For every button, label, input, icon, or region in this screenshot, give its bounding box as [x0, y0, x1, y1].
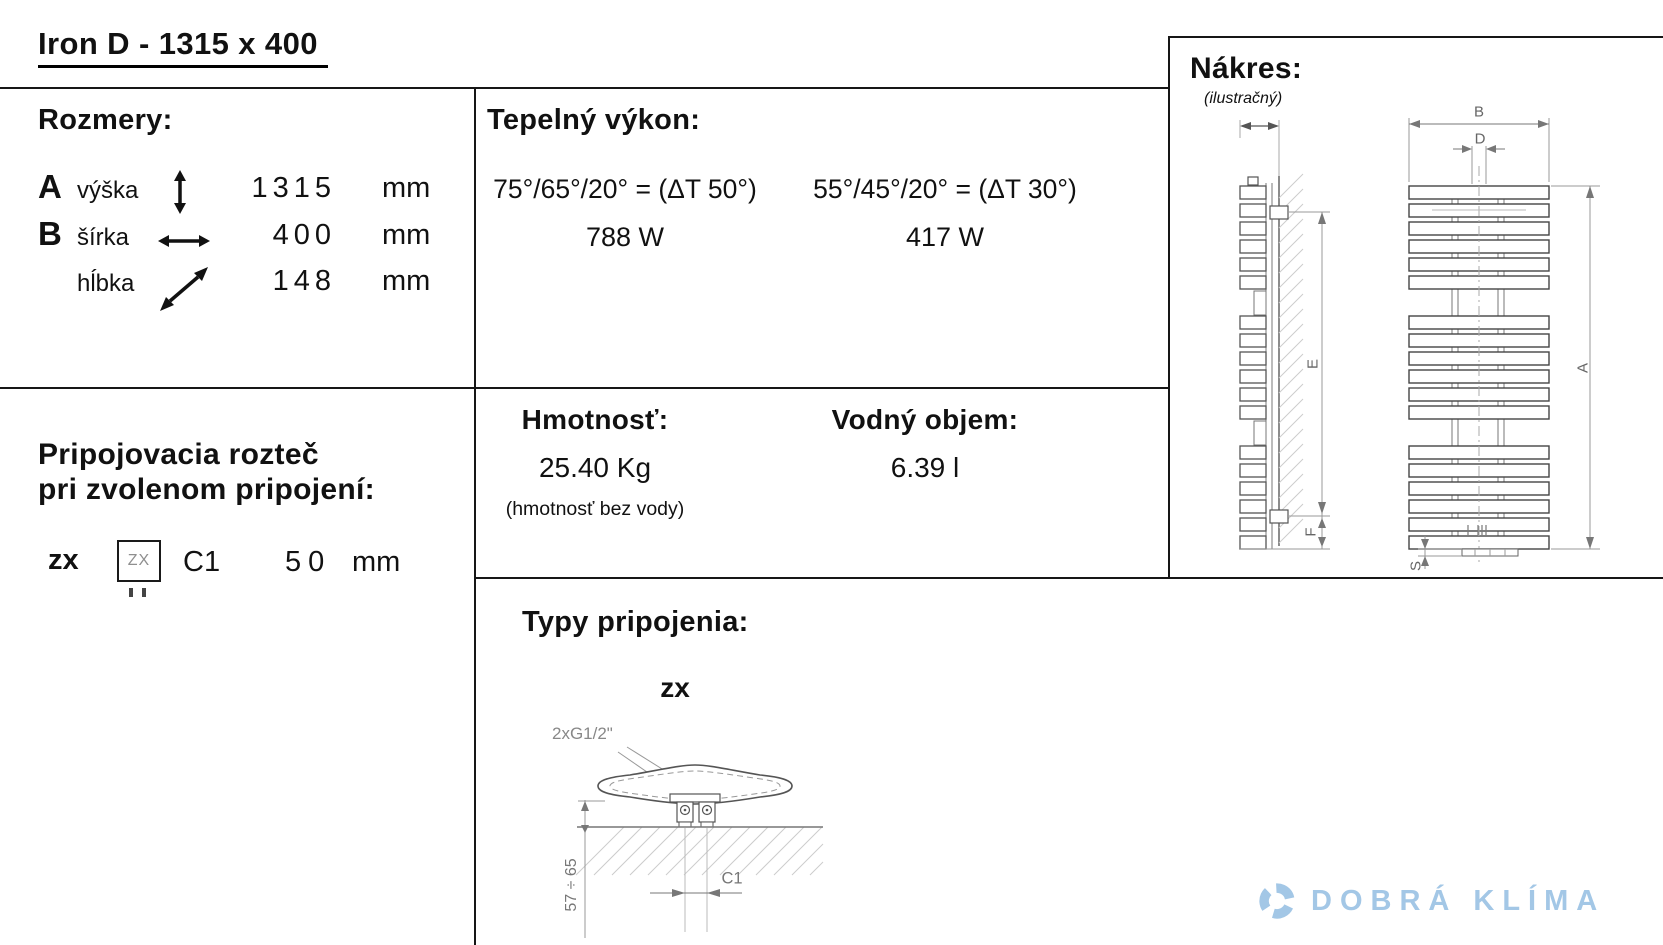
volume-heading: Vodný objem: — [831, 404, 1019, 435]
weight-value: 25.40 Kg — [538, 452, 652, 483]
volume-value: 6.39 l — [890, 452, 960, 483]
dimension-unit: mm — [382, 172, 431, 204]
dimension-row-b — [38, 215, 458, 265]
dim-label-b: B — [1473, 103, 1485, 121]
power-value-dt30: 417 W — [905, 222, 985, 252]
dimension-letter: A — [38, 168, 62, 205]
pipe-tick-icon — [129, 588, 133, 597]
nakres-heading: Nákres: — [1190, 52, 1303, 85]
connection-type-label: zx — [660, 672, 690, 703]
connection-diagram-drawing — [480, 670, 880, 945]
dimension-label: hĺbka — [77, 270, 135, 297]
zx-connection-icon — [117, 540, 161, 582]
power-value-dt50: 788 W — [585, 222, 665, 252]
brand-logo-text: DOBRÁ KLÍMA — [1311, 884, 1606, 917]
swirl-logo-icon — [1256, 880, 1298, 922]
dimension-label: výška — [77, 177, 139, 204]
dim-label-s: S — [1407, 560, 1425, 572]
wall-distance-label: 57 ÷ 65 — [563, 858, 580, 912]
dimension-unit: mm — [382, 219, 431, 251]
connection-name: C1 — [183, 546, 221, 578]
dim-label-e: E — [1304, 358, 1322, 370]
brand-logo — [1256, 880, 1605, 922]
nakres-note: (ilustračný) — [1204, 90, 1283, 107]
dimension-value: 400 — [272, 219, 336, 251]
tepelny-heading: Tepelný výkon: — [487, 104, 701, 136]
weight-heading: Hmotnosť: — [521, 404, 669, 435]
divider-h-mid — [0, 387, 1168, 389]
pripoj-heading-line2: pri zvolenom pripojení: — [38, 473, 375, 506]
connection-diagram — [480, 670, 880, 945]
pipe-tick-icon — [142, 588, 146, 597]
dimension-value: 148 — [272, 265, 336, 297]
power-formula-dt30: 55°/45°/20° = (ΔT 30°) — [813, 174, 1077, 204]
connection-code: zx — [48, 544, 79, 576]
typy-heading: Typy pripojenia: — [522, 606, 749, 638]
spacing-label: C1 — [721, 869, 743, 888]
power-formula-dt50: 75°/65°/20° = (ΔT 50°) — [493, 174, 757, 204]
rozmery-heading: Rozmery: — [38, 104, 173, 136]
pitch-unit: mm — [352, 546, 401, 578]
dimension-label: šírka — [77, 224, 130, 251]
dimension-row-a — [38, 168, 458, 218]
arrow-vertical-icon — [168, 170, 192, 214]
page-title: Iron D - 1315 x 400 — [38, 26, 328, 68]
dim-label-d: D — [1474, 130, 1486, 148]
arrow-diagonal-icon — [158, 265, 210, 313]
arrow-horizontal-icon — [158, 231, 210, 251]
pitch-value: 50 — [285, 546, 332, 578]
dimension-letter: B — [38, 215, 62, 252]
divider-h-top — [0, 87, 1168, 89]
zx-box-label: ZX — [127, 552, 151, 569]
pripoj-heading-line1: Pripojovacia rozteč — [38, 438, 319, 471]
weight-note: (hmotnosť bez vody) — [505, 498, 685, 520]
dim-label-a: A — [1574, 362, 1592, 374]
dimension-value: 1315 — [251, 172, 336, 204]
dimension-unit: mm — [382, 265, 431, 297]
radiator-technical-drawing — [1170, 38, 1663, 579]
fitting-label: 2xG1/2" — [552, 724, 613, 743]
dim-label-f: F — [1302, 527, 1320, 537]
dimension-row-depth — [38, 265, 458, 311]
nakres-panel — [1168, 36, 1663, 579]
